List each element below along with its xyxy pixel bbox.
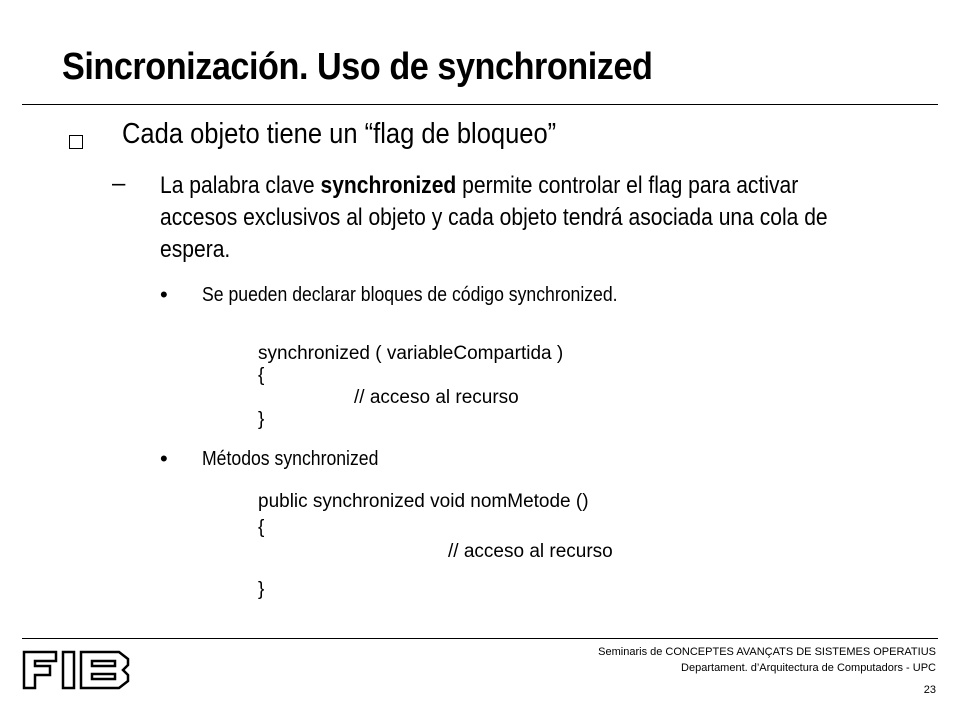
code-block-line4: } — [258, 409, 265, 430]
title-divider — [22, 104, 938, 105]
code-method-line2: { — [258, 517, 265, 538]
footer-divider — [22, 638, 938, 639]
description-keyword: synchronized — [320, 172, 457, 199]
code-method-line1: public synchronized void nomMetode () — [258, 491, 589, 512]
code-method-line3: // acceso al recurso — [448, 541, 613, 562]
fib-logo — [22, 650, 134, 690]
code-method-line4: } — [258, 579, 265, 600]
description-part2: permite controlar el flag para activar accesos exclusivos al objeto y cada objeto tendrá asociada una cola de espera. — [160, 172, 828, 263]
footer-department: Departament. d’Arquitectura de Computadors - UPC — [681, 662, 936, 674]
footer-course: Seminaris de CONCEPTES AVANÇATS DE SISTEMES OPERATIUS — [598, 646, 936, 658]
bullet-methods-text: Métodos synchronized — [202, 447, 379, 470]
code-block-line3: // acceso al recurso — [354, 387, 519, 408]
dash-bullet: – — [112, 170, 126, 197]
code-block-line1: synchronized ( variableCompartida ) — [258, 343, 564, 364]
synchronized-description — [160, 170, 831, 266]
description-part1: La palabra clave — [160, 172, 321, 199]
main-bullet-text: Cada objeto tiene un “flag de bloqueo” — [122, 118, 557, 150]
square-bullet-icon — [69, 135, 83, 149]
code-block-line2: { — [258, 365, 265, 386]
dot-bullet: • — [160, 282, 168, 307]
slide-title: Sincronización. Uso de synchronized — [62, 46, 653, 88]
page-number: 23 — [923, 684, 936, 696]
bullet-blocks-text: Se pueden declarar bloques de código synchronized. — [202, 283, 618, 306]
dot-bullet: • — [160, 446, 168, 471]
